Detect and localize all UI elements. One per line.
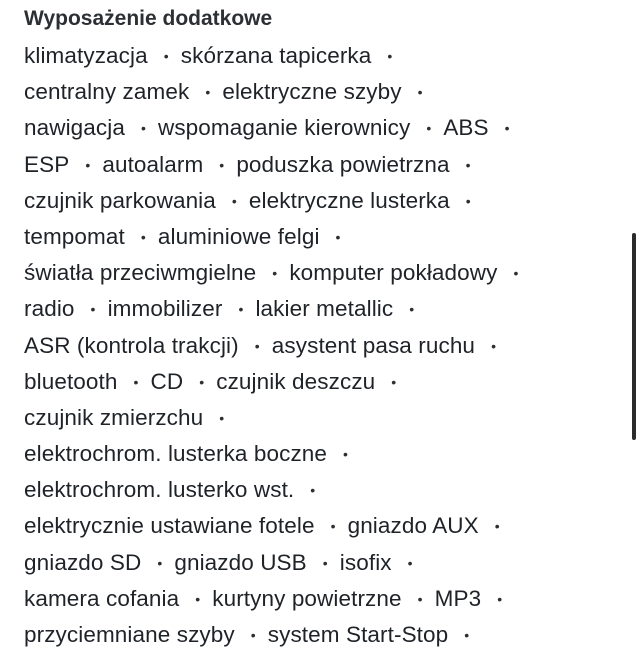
bullet-separator: •: [254, 337, 260, 354]
section-title: Wyposażenie dodatkowe: [24, 7, 273, 30]
bullet-separator: •: [330, 518, 336, 535]
feature-item: lakier metallic: [255, 296, 394, 322]
bullet-separator: •: [133, 373, 139, 390]
feature-item: elektrochrom. lusterka boczne: [24, 441, 328, 467]
feature-item: elektryczne szyby: [222, 79, 402, 105]
feature-item: system Start-Stop: [267, 622, 449, 647]
feature-line: [24, 472, 624, 508]
feature-list: [24, 38, 624, 653]
feature-item: elektrycznie ustawiane fotele: [24, 513, 315, 539]
bullet-separator: •: [409, 301, 415, 318]
bullet-separator: •: [219, 156, 225, 173]
bullet-separator: •: [140, 228, 146, 245]
feature-item: komputer pokładowy: [289, 260, 498, 286]
feature-item: tempomat: [24, 223, 125, 249]
bullet-separator: •: [322, 554, 328, 571]
bullet-separator: •: [231, 192, 237, 209]
bullet-separator: •: [513, 265, 519, 282]
scrollbar-thumb[interactable]: [632, 233, 636, 440]
feature-item: ASR (kontrola trakcji): [24, 332, 239, 358]
feature-line: [24, 508, 624, 544]
feature-item: centralny zamek: [24, 79, 190, 105]
feature-item: przyciemniane szyby: [24, 622, 235, 647]
bullet-separator: •: [195, 590, 201, 607]
feature-item: światła przeciwmgielne: [24, 260, 257, 286]
feature-line: [24, 291, 624, 327]
bullet-separator: •: [85, 156, 91, 173]
feature-item: ESP: [24, 151, 70, 177]
feature-line: [24, 400, 624, 436]
bullet-separator: •: [417, 590, 423, 607]
bullet-separator: •: [238, 301, 244, 318]
feature-line: [24, 617, 624, 653]
feature-line: [24, 183, 624, 219]
feature-line: [24, 110, 624, 146]
bullet-separator: •: [465, 156, 471, 173]
feature-item: isofix: [339, 549, 392, 575]
bullet-separator: •: [199, 373, 205, 390]
feature-item: skórzana tapicerka: [180, 43, 372, 68]
bullet-separator: •: [205, 84, 211, 101]
feature-item: gniazdo SD: [24, 549, 142, 575]
feature-line: [24, 436, 624, 472]
bullet-separator: •: [407, 554, 413, 571]
bullet-separator: •: [335, 228, 341, 245]
bullet-separator: •: [310, 482, 316, 499]
feature-item: elektrochrom. lusterko wst.: [24, 477, 295, 503]
bullet-separator: •: [157, 554, 163, 571]
feature-item: nawigacja: [24, 115, 125, 141]
feature-item: aluminiowe felgi: [157, 223, 320, 249]
feature-item: czujnik parkowania: [24, 187, 216, 213]
feature-item: wspomaganie kierownicy: [157, 115, 411, 141]
feature-line: [24, 328, 624, 364]
bullet-separator: •: [140, 120, 146, 137]
bullet-separator: •: [504, 120, 510, 137]
bullet-separator: •: [426, 120, 432, 137]
feature-item: elektryczne lusterka: [248, 187, 450, 213]
bullet-separator: •: [387, 48, 393, 64]
bullet-separator: •: [494, 518, 500, 535]
bullet-separator: •: [464, 627, 470, 643]
feature-item: poduszka powietrzna: [236, 151, 450, 177]
feature-item: kurtyny powietrzne: [212, 585, 402, 611]
feature-item: ABS: [443, 115, 489, 141]
feature-item: kamera cofania: [24, 585, 180, 611]
feature-line: [24, 581, 624, 617]
feature-line: [24, 255, 624, 291]
feature-line: [24, 147, 624, 183]
feature-line: [24, 74, 624, 110]
feature-item: autoalarm: [102, 151, 204, 177]
bullet-separator: •: [497, 590, 503, 607]
feature-item: czujnik zmierzchu: [24, 404, 204, 430]
bullet-separator: •: [343, 446, 349, 463]
bullet-separator: •: [391, 373, 397, 390]
feature-item: radio: [24, 296, 75, 322]
bullet-separator: •: [163, 48, 169, 64]
bullet-separator: •: [465, 192, 471, 209]
bullet-separator: •: [491, 337, 497, 354]
feature-item: immobilizer: [107, 296, 223, 322]
bullet-separator: •: [417, 84, 423, 101]
feature-item: asystent pasa ruchu: [271, 332, 476, 358]
bullet-separator: •: [90, 301, 96, 318]
feature-item: klimatyzacja: [24, 43, 148, 68]
feature-line: [24, 364, 624, 400]
feature-item: MP3: [434, 585, 482, 611]
bullet-separator: •: [250, 627, 256, 643]
feature-line: [24, 219, 624, 255]
feature-item: bluetooth: [24, 368, 118, 394]
feature-line: [24, 38, 624, 74]
feature-line: [24, 545, 624, 581]
bullet-separator: •: [272, 265, 278, 282]
feature-item: gniazdo USB: [174, 549, 307, 575]
feature-item: czujnik deszczu: [216, 368, 376, 394]
feature-item: CD: [150, 368, 184, 394]
bullet-separator: •: [219, 409, 225, 426]
feature-item: gniazdo AUX: [347, 513, 479, 539]
